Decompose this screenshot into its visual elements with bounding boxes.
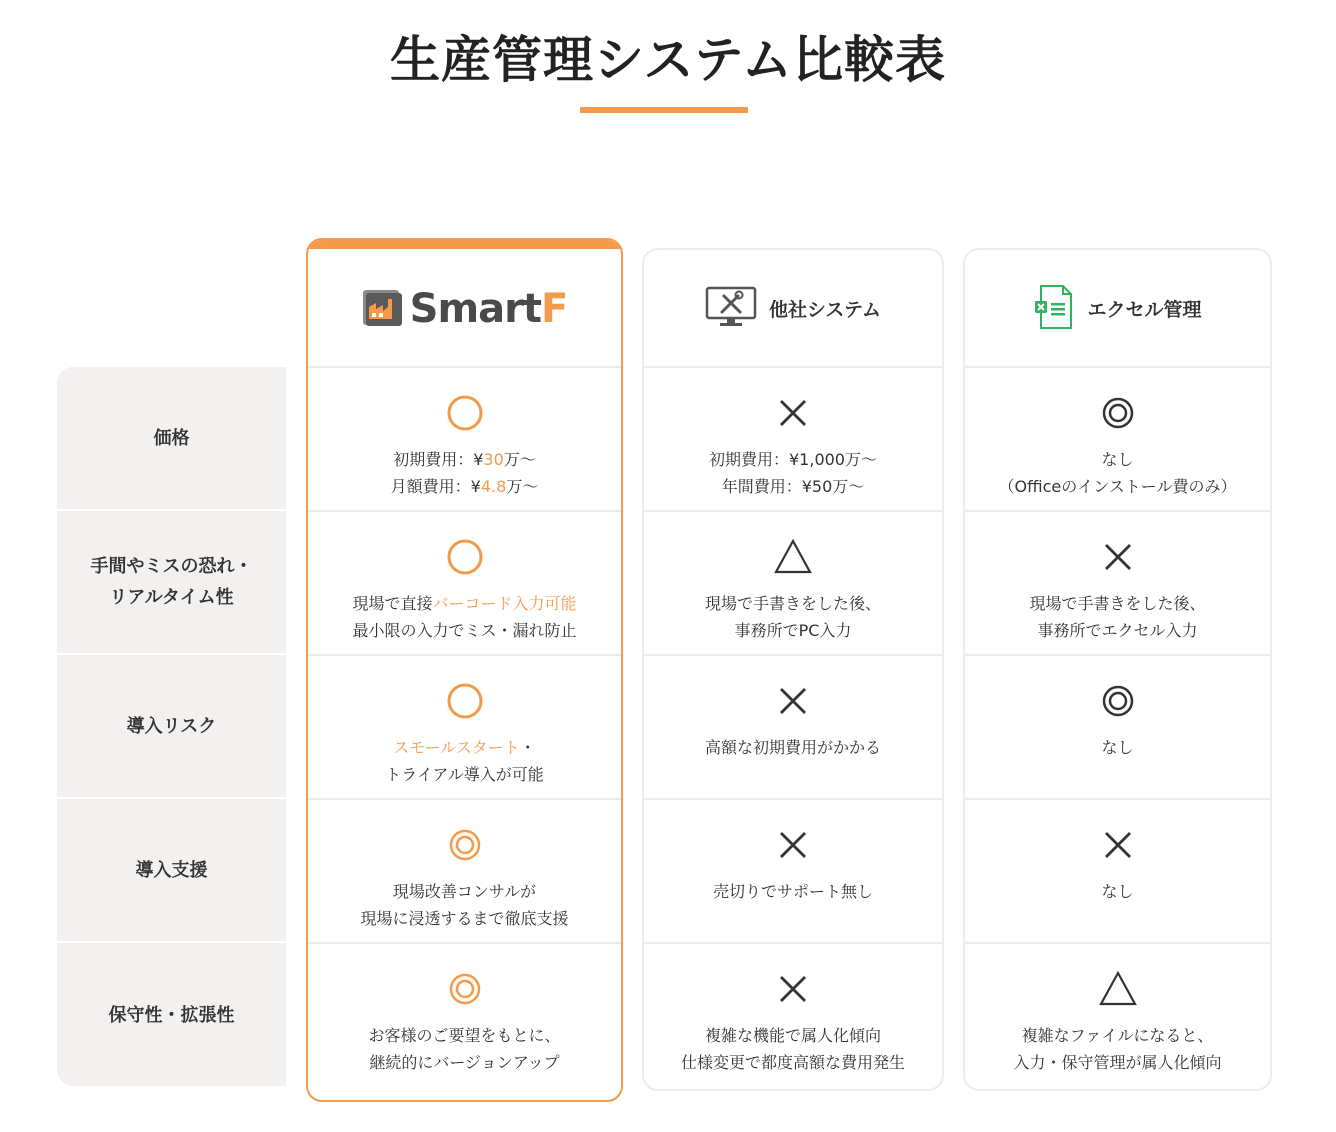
description-text: 仕様変更で都度高額な費用発生 <box>680 1053 905 1072</box>
row-label-price: 価格 <box>57 367 286 511</box>
smartf-column <box>306 238 623 1102</box>
circle-mark-icon <box>308 394 621 432</box>
other-system-header <box>644 250 942 367</box>
smartf-accent-bar <box>308 240 621 249</box>
description-text: 現場で手書きをした後、 <box>704 594 881 613</box>
other-system-description <box>644 878 942 905</box>
double-circle-mark-icon <box>308 970 621 1008</box>
description-line <box>965 1022 1270 1049</box>
row-label-maintainability: 保守性・拡張性 <box>108 1004 235 1026</box>
monitor-tools-icon <box>705 285 757 333</box>
other-system-cell <box>644 366 942 510</box>
cross-mark-icon <box>644 970 942 1008</box>
description-text: 複雑なファイルになると、 <box>1021 1026 1214 1045</box>
double-circle-mark-icon <box>965 394 1270 432</box>
double-circle-mark-icon <box>965 682 1270 720</box>
description-line <box>965 734 1270 761</box>
other-system-title: 他社システム <box>768 299 882 321</box>
description-line <box>308 1049 621 1076</box>
description-line <box>965 1049 1270 1076</box>
other-system-cell <box>644 654 942 798</box>
excel-cell <box>965 798 1270 942</box>
description-line <box>965 617 1270 644</box>
description-text: なし <box>1101 450 1134 469</box>
cross-mark-icon <box>965 538 1270 576</box>
cross-mark-icon <box>644 394 942 432</box>
description-line <box>308 590 621 617</box>
description-text: 売切りでサポート無し <box>712 882 873 901</box>
description-line <box>308 446 621 473</box>
smartf-description <box>308 590 621 644</box>
excel-cell <box>965 366 1270 510</box>
circle-mark-icon <box>308 682 621 720</box>
other-system-column <box>642 248 944 1091</box>
other-system-description <box>644 446 942 500</box>
description-text: 現場で手書きをした後、 <box>1029 594 1206 613</box>
other-system-cell <box>644 942 942 1086</box>
smartf-description <box>308 1022 621 1076</box>
highlight-text: バーコード入力可能 <box>432 594 577 613</box>
triangle-mark-icon <box>644 538 942 576</box>
excel-cell <box>965 942 1270 1086</box>
smartf-description <box>308 446 621 500</box>
double-circle-mark-icon <box>308 826 621 864</box>
description-text: 高額な初期費用がかかる <box>704 738 881 757</box>
smartf-cell <box>308 366 621 510</box>
description-text: 現場に浸透するまで徹底支援 <box>360 909 569 928</box>
description-line <box>644 1049 942 1076</box>
description-text: 万～ <box>503 450 536 469</box>
description-line <box>644 878 942 905</box>
description-text: 現場改善コンサルが <box>392 882 537 901</box>
smartf-description <box>308 878 621 932</box>
description-text: 複雑な機能で属人化傾向 <box>704 1026 881 1045</box>
description-text: ・ <box>519 738 536 757</box>
excel-description <box>965 878 1270 905</box>
description-text: 現場で直接 <box>352 594 433 613</box>
description-text: 年間費用：¥50万～ <box>721 477 865 496</box>
description-line <box>308 734 621 761</box>
excel-title: エクセル管理 <box>1087 299 1202 321</box>
other-system-description <box>644 1022 942 1076</box>
description-text: 月額費用：¥ <box>390 477 481 496</box>
triangle-mark-icon <box>965 970 1270 1008</box>
other-system-cell <box>644 798 942 942</box>
description-line <box>308 1022 621 1049</box>
smartf-cell <box>308 654 621 798</box>
excel-header <box>965 250 1270 367</box>
excel-sheet-icon <box>1033 283 1075 335</box>
smartf-header <box>308 249 621 368</box>
description-text: なし <box>1101 738 1134 757</box>
excel-cell <box>965 654 1270 798</box>
description-text: 最小限の入力でミス・漏れ防止 <box>352 621 577 640</box>
description-text: 万～ <box>506 477 539 496</box>
other-system-description <box>644 734 942 761</box>
description-text: 入力・保守管理が属人化傾向 <box>1013 1053 1222 1072</box>
excel-description <box>965 446 1270 500</box>
description-line <box>308 761 621 788</box>
smartf-logo-text: SmartF <box>409 285 568 332</box>
factory-logo-icon <box>362 287 402 331</box>
excel-description <box>965 734 1270 761</box>
description-line <box>644 734 942 761</box>
row-label-risk: 導入リスク <box>57 655 286 799</box>
description-text: 事務所でエクセル入力 <box>1037 621 1198 640</box>
excel-cell <box>965 510 1270 654</box>
description-text: 初期費用：¥1,000万～ <box>709 450 877 469</box>
excel-description <box>965 590 1270 644</box>
smartf-cell <box>308 798 621 942</box>
description-text: 初期費用：¥ <box>393 450 484 469</box>
circle-mark-icon <box>308 538 621 576</box>
cross-mark-icon <box>965 826 1270 864</box>
description-line <box>644 1022 942 1049</box>
description-text: 継続的にバージョンアップ <box>369 1053 560 1072</box>
excel-description <box>965 1022 1270 1076</box>
title-underline <box>580 107 748 113</box>
cross-mark-icon <box>644 826 942 864</box>
description-line <box>644 446 942 473</box>
description-line <box>644 617 942 644</box>
smartf-description <box>308 734 621 788</box>
description-line <box>644 590 942 617</box>
description-line <box>308 473 621 500</box>
description-line <box>308 617 621 644</box>
highlight-text: スモールスタート <box>393 738 520 757</box>
smartf-cell <box>308 942 621 1086</box>
description-text: お客様のご要望をもとに、 <box>368 1026 561 1045</box>
row-label-effort: 手間やミスの恐れ・ リアルタイム性 <box>57 511 286 655</box>
description-text: トライアル導入が可能 <box>385 765 544 784</box>
highlight-text: 30 <box>483 450 504 469</box>
other-system-cell <box>644 510 942 654</box>
smartf-cell <box>308 510 621 654</box>
description-text: なし <box>1101 882 1134 901</box>
description-line <box>965 473 1270 500</box>
description-line <box>965 590 1270 617</box>
cross-mark-icon <box>644 682 942 720</box>
page-title: 生産管理システム比較表 <box>390 31 946 89</box>
highlight-text: 4.8 <box>480 477 507 496</box>
description-text: （Officeのインストール費のみ） <box>998 477 1237 496</box>
description-line <box>308 878 621 905</box>
row-label-support: 導入支援 <box>57 799 286 943</box>
description-line <box>965 446 1270 473</box>
description-line <box>965 878 1270 905</box>
description-text: 事務所でPC入力 <box>734 621 852 640</box>
other-system-description <box>644 590 942 644</box>
row-label-column <box>57 367 286 1086</box>
description-line <box>308 905 621 932</box>
description-line <box>644 473 942 500</box>
excel-column <box>963 248 1272 1091</box>
